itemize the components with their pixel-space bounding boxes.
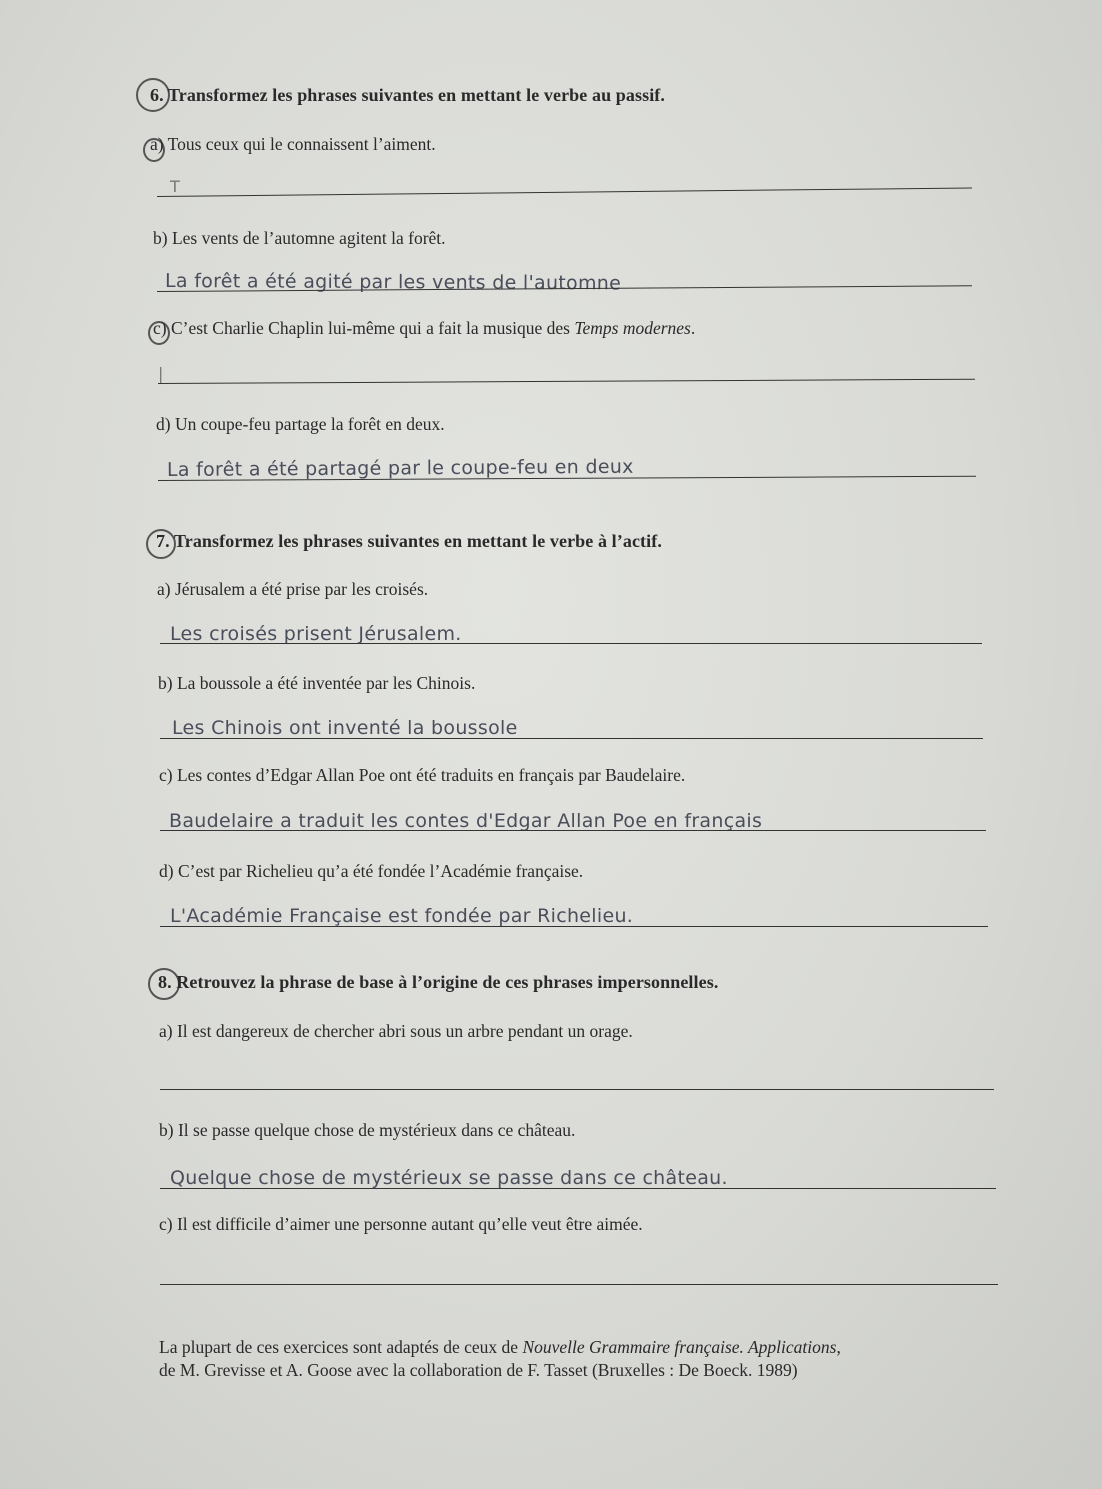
answer-line-6a — [157, 187, 972, 197]
margin-mark-6c: | — [158, 364, 164, 383]
item-7a-prompt: a) Jérusalem a été prise par les croisés. — [157, 579, 429, 599]
footnote-line-1-text: La plupart de ces exercices sont adaptés de ceux de — [159, 1337, 523, 1357]
answer-line-8b — [160, 1188, 996, 1189]
item-6d-prompt: d) Un coupe-feu partage la forêt en deux. — [156, 414, 445, 434]
answer-7a: Les croisés prisent Jérusalem. — [170, 623, 462, 645]
answer-line-7d — [160, 926, 988, 927]
item-6c-title: Temps modernes — [574, 318, 691, 338]
item-6a-prompt: a) Tous ceux qui le connaissent l’aiment. — [150, 134, 436, 154]
item-7b-prompt: b) La boussole a été inventée par les Chinois. — [158, 673, 476, 693]
footnote-comma: , — [836, 1337, 841, 1357]
item-7c-prompt: c) Les contes d’Edgar Allan Poe ont été traduits en français par Baudelaire. — [159, 765, 686, 785]
section-7-heading: 7. Transformez les phrases suivantes en mettant le verbe à l’actif. — [156, 531, 662, 551]
answer-line-7a — [160, 643, 982, 644]
footnote-line-2: de M. Grevisse et A. Goose avec la collaboration de F. Tasset (Bruxelles : De Boeck. 1989) — [159, 1360, 798, 1380]
answer-6b: La forêt a été agité par les vents de l'automne — [165, 270, 622, 295]
item-7d-prompt: d) C’est par Richelieu qu’a été fondée l’Académie française. — [159, 861, 584, 881]
answer-6d: La forêt a été partagé par le coupe-feu en deux — [166, 455, 634, 481]
item-8b-prompt: b) Il se passe quelque chose de mystérieux dans ce château. — [159, 1120, 576, 1140]
answer-line-7b — [160, 738, 983, 739]
item-6b-prompt: b) Les vents de l’automne agitent la forêt. — [153, 228, 446, 248]
answer-7d: L'Académie Française est fondée par Richelieu. — [170, 905, 634, 927]
answer-7b: Les Chinois ont inventé la boussole — [172, 717, 518, 739]
answer-line-6c — [158, 379, 975, 384]
answer-line-7c — [160, 830, 986, 831]
answer-8b: Quelque chose de mystérieux se passe dans ce château. — [170, 1167, 728, 1189]
item-6c-prompt — [153, 318, 695, 339]
answer-line-8a — [160, 1089, 994, 1090]
footnote — [159, 1336, 841, 1382]
margin-mark-6a: T — [170, 177, 180, 196]
footnote-book-title: Nouvelle Grammaire française. Applications — [522, 1337, 837, 1357]
footnote-line-1 — [159, 1336, 841, 1359]
section-8-heading: 8. Retrouvez la phrase de base à l’origine de ces phrases impersonnelles. — [158, 972, 719, 992]
item-6c-text: c) C’est Charlie Chaplin lui-même qui a fait la musique des — [153, 318, 575, 338]
item-8a-prompt: a) Il est dangereux de chercher abri sous un arbre pendant un orage. — [159, 1021, 633, 1041]
item-8c-prompt: c) Il est difficile d’aimer une personne autant qu’elle veut être aimée. — [159, 1214, 643, 1234]
section-6-heading: 6. Transformez les phrases suivantes en mettant le verbe au passif. — [150, 85, 665, 105]
answer-line-8c — [160, 1284, 998, 1285]
item-6c-period: . — [690, 318, 696, 338]
answer-7c: Baudelaire a traduit les contes d'Edgar Allan Poe en français — [169, 810, 763, 832]
